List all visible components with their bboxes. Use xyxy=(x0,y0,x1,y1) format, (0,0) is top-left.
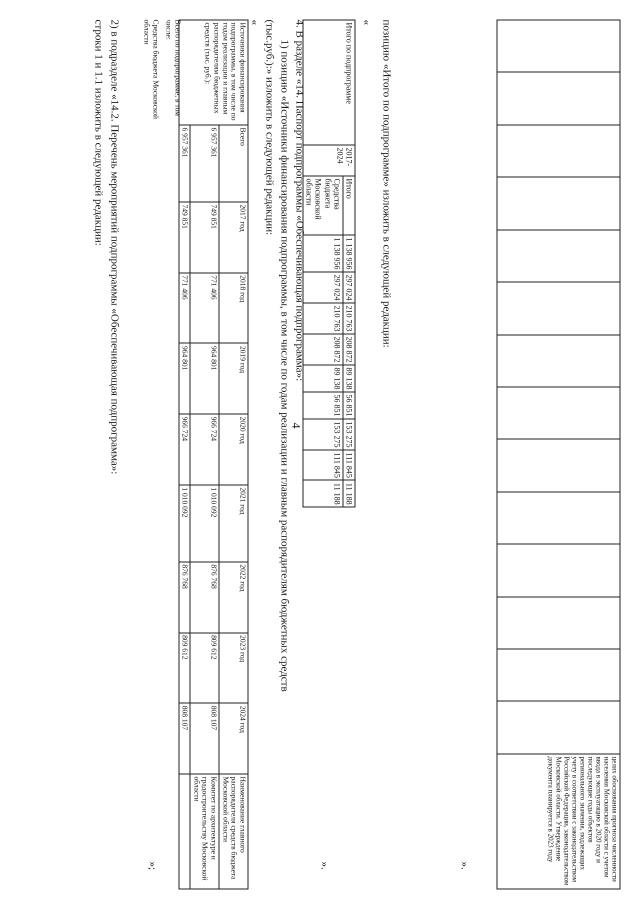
table-cell: 56 851 xyxy=(303,392,343,419)
itogo-table xyxy=(303,20,356,508)
item2-a: 2) в подразделе «14.2. Перечень мероприятий подпрограммы «Обеспечивающая подпрограмма»: xyxy=(108,19,121,475)
table-cell: 208 872 xyxy=(303,334,343,365)
table-cell: 749 851 xyxy=(190,202,219,273)
table-cell: 11 188 xyxy=(343,480,355,507)
table-cell: 1 138 956 xyxy=(303,235,343,272)
table-cell: 1 138 956 xyxy=(343,235,355,272)
passport-header-left: Источники финансирования подпрограммы, в том числе по годам реализации и главным распорядителям бюджетных средств (тыс. руб.): xyxy=(179,20,248,125)
table-cell: 56 851 xyxy=(343,392,355,419)
itogo-row-name: Средства бюджета Московской области xyxy=(303,176,343,235)
passport-table xyxy=(178,20,248,890)
table-cell xyxy=(497,20,620,72)
section4-item1-a: 1) позицию «Источники финансирования подпрограммы, в том числе по годам реализации и главным распорядителям бюджетных средств xyxy=(278,39,291,692)
table-cell: 210 763 xyxy=(343,303,355,334)
table-cell: 964 801 xyxy=(179,343,191,414)
passport-close-mark: »; xyxy=(146,861,159,871)
table-cell xyxy=(497,177,620,229)
top-table-close-mark: ». xyxy=(458,861,471,870)
column-header: 2020 год xyxy=(219,414,248,485)
column-header: 2019 год xyxy=(219,343,248,414)
section4-item1-b: (тыс.руб.):» изложить в следующей редакции: xyxy=(263,19,276,236)
table-cell xyxy=(497,125,620,177)
table-cell xyxy=(497,230,620,282)
table-cell: 111 845 xyxy=(303,450,343,480)
column-header: Всего xyxy=(219,125,248,202)
itogo-close-mark: ». xyxy=(318,861,331,870)
column-header: 2022 год xyxy=(219,562,248,633)
passport-header-right: Наименование главного распорядителя средств бюджета Московской области xyxy=(219,774,248,889)
distributor: Комитет по архитектуре и градостроительству Московской области xyxy=(190,774,219,889)
itogo-row-name: Итого xyxy=(343,176,355,235)
table-cell: 153 275 xyxy=(303,419,343,450)
table-row xyxy=(497,20,620,889)
table-row xyxy=(219,20,248,889)
distributor xyxy=(179,774,191,889)
table-row xyxy=(343,20,355,507)
table-cell: 749 851 xyxy=(179,202,191,273)
itogo-intro: позицию «Итого по подпрограмме» изложить в следующей редакции: xyxy=(380,19,393,348)
table-cell: 208 872 xyxy=(343,334,355,365)
table-row xyxy=(190,20,219,889)
section4-open-quote: « xyxy=(248,19,261,25)
table-cell: 1 010 092 xyxy=(179,485,191,562)
section4-heading: 4. В разделе «14. Паспорт подпрограммы «Обеспечивающая подпрограмма»: xyxy=(293,19,306,382)
table-cell: 297 024 xyxy=(343,272,355,303)
table-cell: 11 188 xyxy=(303,480,343,507)
table-cell: 966 724 xyxy=(179,414,191,485)
table-cell xyxy=(497,439,620,491)
table-cell: 771 406 xyxy=(190,273,219,344)
table-cell xyxy=(497,335,620,387)
table-cell xyxy=(497,544,620,596)
table-row xyxy=(179,20,191,889)
table-cell: 809 612 xyxy=(179,633,191,704)
column-header: 2024 год xyxy=(219,703,248,774)
column-header: 2017 год xyxy=(219,202,248,273)
table-cell: 111 845 xyxy=(343,450,355,480)
table-cell: 6 957 361 xyxy=(190,125,219,202)
table-cell xyxy=(497,282,620,334)
column-header: 2018 год xyxy=(219,273,248,344)
table-cell: 809 612 xyxy=(190,633,219,704)
row-name: Средства бюджета Московской области xyxy=(142,19,161,120)
top-table-description: целях обоснования прогноза численности населения Московской области с учетом ввода в эксплуатацию в 2020 году и последующие годы объектов регионального значения, подлежащих учету в соответствии с законодательством Российской Федерации, законодательством Московской области. Утверждение документа планируется в 2023 году xyxy=(497,754,620,889)
table-cell: 6 957 361 xyxy=(179,125,191,202)
table-cell xyxy=(497,649,620,701)
table-cell xyxy=(497,492,620,544)
table-cell: 153 275 xyxy=(343,419,355,450)
table-cell: 876 768 xyxy=(190,562,219,633)
page-number: 4 xyxy=(289,422,304,429)
row-name: Всего по подпрограмме, в том числе: xyxy=(164,19,183,116)
table-cell: 808 107 xyxy=(190,703,219,774)
table-cell: 966 724 xyxy=(190,414,219,485)
column-header: 2021 год xyxy=(219,485,248,562)
table-cell: 89 138 xyxy=(303,365,343,392)
table-cell xyxy=(497,72,620,124)
passport-row-names xyxy=(139,20,183,124)
table-cell: 210 763 xyxy=(303,303,343,334)
table-cell xyxy=(497,597,620,649)
itogo-open-quote: « xyxy=(360,19,373,25)
table-cell: 808 107 xyxy=(179,703,191,774)
rotated-content xyxy=(1,0,640,905)
table-cell: 964 801 xyxy=(190,343,219,414)
table-cell: 876 768 xyxy=(179,562,191,633)
top-table xyxy=(497,20,621,890)
item2-b: строки 1 и 1.1 изложить в следующей редакции: xyxy=(92,19,105,246)
table-cell: 89 138 xyxy=(343,365,355,392)
itogo-period: 2017-2024 xyxy=(303,145,355,176)
table-cell xyxy=(497,701,620,754)
itogo-label: Итого по подпрограмме xyxy=(303,20,355,145)
column-header: 2023 год xyxy=(219,633,248,704)
table-cell: 297 024 xyxy=(303,272,343,303)
table-cell xyxy=(497,387,620,439)
table-cell: 771 406 xyxy=(179,273,191,344)
table-cell: 1 010 092 xyxy=(190,485,219,562)
